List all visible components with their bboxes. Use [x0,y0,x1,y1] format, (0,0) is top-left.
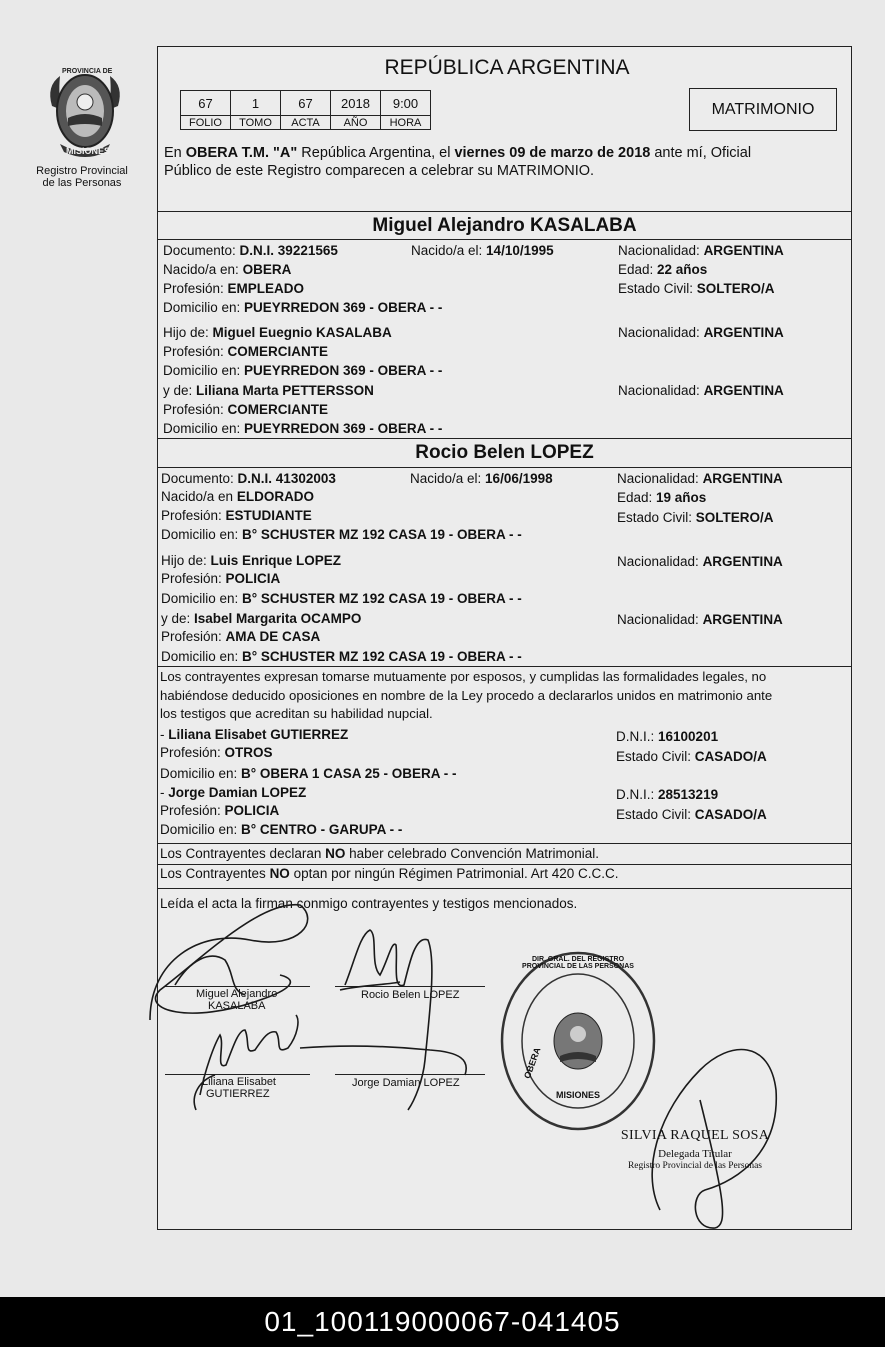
record-folio: 67 [181,91,231,116]
closing-statement: Leída el acta la firman conmigo contrayentes y testigos mencionados. [160,896,578,911]
official-name: SILVIA RAQUEL SOSA [620,1128,770,1143]
record-label: FOLIO [181,116,231,130]
spouse1-father: Hijo de: Miguel Euegnio KASALABA [163,325,392,340]
spouse1-name: Miguel Alejandro KASALABA [372,215,637,236]
witness1-dni: D.N.I.: 16100201 [616,729,719,744]
official-stamp [498,948,658,1133]
spouse1-father-profession: Profesión: COMERCIANTE [163,344,329,359]
record-tomo: 1 [231,91,281,116]
record-acta: 67 [281,91,331,116]
record-label: AÑO [331,116,381,130]
spouse2-father: Hijo de: Luis Enrique LOPEZ [161,553,342,568]
registry-stamp-icon [498,948,658,1133]
spouse1-civil-status: Estado Civil: SOLTERO/A [618,281,775,296]
witness2-name: - Jorge Damian LOPEZ [160,785,307,800]
signature-spouse2-icon [345,930,432,1110]
intro-text: República Argentina, el [297,145,455,161]
spouse2-birthplace: Nacido/a en ELDORADO [161,489,315,504]
record-label: TOMO [231,116,281,130]
spouse1-address: Domicilio en: PUEYRREDON 369 - OBERA - - [163,300,443,315]
record-label: HORA [381,116,431,130]
intro-text: ante mí, Oficial [650,145,752,161]
spouse1-mother-profession: Profesión: COMERCIANTE [163,402,329,417]
spouse2-civil-status: Estado Civil: SOLTERO/A [617,510,774,525]
witness1-name: - Liliana Elisabet GUTIERREZ [160,727,349,742]
intro-date: viernes 09 de marzo de 2018 [454,145,651,161]
stamp-ring-text: DIR. GRAL. DEL REGISTRO PROVINCIAL DE LAS PERSONAS [522,956,634,970]
witness2-civil-status: Estado Civil: CASADO/A [616,807,767,822]
spouse1-birthdate: Nacido/a el: 14/10/1995 [411,243,554,258]
witness1-civil-status: Estado Civil: CASADO/A [616,749,767,764]
spouse2-mother-nationality: Nacionalidad: ARGENTINA [617,612,783,627]
footer-code: 01_100119000067-041405 [264,1306,621,1337]
spouse2-name: Rocio Belen LOPEZ [415,442,594,463]
spouse1-birthplace: Nacido/a en: OBERA [163,262,292,277]
spouse2-mother-address: Domicilio en: B° SCHUSTER MZ 192 CASA 19 - OBERA - - [161,649,522,664]
page-title: REPÚBLICA ARGENTINA [384,56,630,79]
declaration-line: los testigos que acreditan su habilidad nupcial. [160,706,433,721]
certificate-type: MATRIMONIO [711,100,815,118]
intro-line-2: Público de este Registro comparecen a celebrar su MATRIMONIO. [164,163,595,179]
spouse2-father-nationality: Nacionalidad: ARGENTINA [617,554,783,569]
seal-top-text: PROVINCIA DE [62,68,113,75]
spouse1-mother: y de: Liliana Marta PETTERSSON [163,383,374,398]
regime-statement: Los Contrayentes NO optan por ningún Régimen Patrimonial. Art 420 C.C.C. [160,866,619,881]
spouse1-profession: Profesión: EMPLEADO [163,281,305,296]
seal-bottom-text: MISIONES [66,146,111,156]
spouse1-age: Edad: 22 años [618,262,708,277]
witness2-dni: D.N.I.: 28513219 [616,787,719,802]
spouse2-birthdate: Nacido/a el: 16/06/1998 [410,471,553,486]
record-hora: 9:00 [381,91,431,116]
record-label: ACTA [281,116,331,130]
stamp-inner-left: OBERA [521,1046,543,1080]
signature-label-spouse2: Rocio Belen LOPEZ [361,989,460,1001]
record-ano: 2018 [331,91,381,116]
spouse2-mother: y de: Isabel Margarita OCAMPO [161,611,362,626]
convention-statement: Los Contrayentes declaran NO haber celebrado Convención Matrimonial. [160,846,599,861]
signature-witness1-icon [200,1015,298,1095]
spouse2-nationality: Nacionalidad: ARGENTINA [617,471,783,486]
official-role: Delegada Titular [658,1148,732,1160]
intro-place: OBERA T.M. "A" [185,145,298,161]
witness2-profession: Profesión: POLICIA [160,803,280,818]
spouse1-document: Documento: D.N.I. 39221565 [163,243,338,258]
declaration-line: Los contrayentes expresan tomarse mutuamente por esposos, y cumplidas las formalidades legales, no [160,669,767,684]
spouse2-mother-profession: Profesión: AMA DE CASA [161,629,321,644]
spouse1-father-address: Domicilio en: PUEYRREDON 369 - OBERA - - [163,363,443,378]
intro-text: En [164,145,186,161]
spouse1-nationality: Nacionalidad: ARGENTINA [618,243,784,258]
official-org: Registro Provincial de las Personas [627,1161,763,1171]
spouse1-mother-address: Domicilio en: PUEYRREDON 369 - OBERA - - [163,421,443,436]
declaration-line: habiéndose deducido oposiciones en nombre de la Ley procedo a declararlos unidos en matrimonio ante [160,687,773,703]
spouse2-age: Edad: 19 años [617,490,707,505]
registry-caption-line2: de las Personas [42,177,122,189]
spouse1-father-nationality: Nacionalidad: ARGENTINA [618,325,784,340]
spouse2-father-profession: Profesión: POLICIA [161,571,281,586]
spouse2-address: Domicilio en: B° SCHUSTER MZ 192 CASA 19 - OBERA - - [161,527,522,542]
stamp-inner-bottom: MISIONES [556,1090,601,1100]
spouse2-profession: Profesión: ESTUDIANTE [161,508,312,523]
footer-code-bar [0,1297,885,1347]
witness1-profession: Profesión: OTROS [160,745,273,760]
signature-spouse1-icon [150,905,308,1020]
signature-label-witness1: Liliana Elisabet GUTIERREZ [202,1076,276,1100]
spouse2-document: Documento: D.N.I. 41302003 [161,471,336,486]
official-block [600,1128,790,1171]
signature-label-witness2: Jorge Damian LOPEZ [352,1077,460,1089]
registry-caption-line1: Registro Provincial [36,165,128,177]
witness2-address: Domicilio en: B° CENTRO - GARUPA - - [160,822,403,837]
signature-label-spouse1: Miguel Alejandro KASALABA [196,988,278,1012]
spouse2-father-address: Domicilio en: B° SCHUSTER MZ 192 CASA 19 - OBERA - - [161,591,522,606]
witness1-address: Domicilio en: B° OBERA 1 CASA 25 - OBERA - - [160,766,457,781]
spouse1-mother-nationality: Nacionalidad: ARGENTINA [618,383,784,398]
